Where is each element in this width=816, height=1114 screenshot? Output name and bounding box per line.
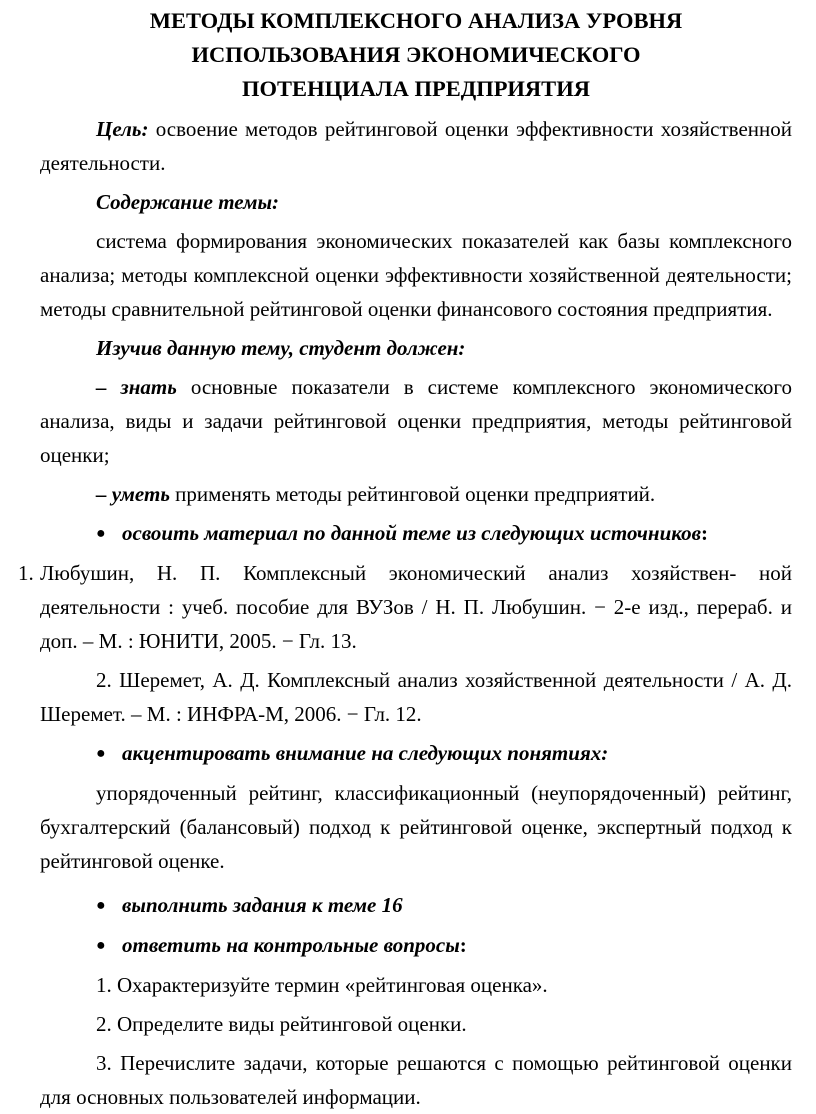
- can-dash: –: [96, 482, 112, 506]
- can-label: уметь: [111, 482, 170, 506]
- title-line-1: МЕТОДЫ КОМПЛЕКСНОГО АНАЛИЗА УРОВНЯ: [149, 8, 683, 33]
- question-1: 1. Охарактеризуйте термин «рейтинговая оценка».: [96, 973, 548, 997]
- bullet-icon: ●: [96, 525, 106, 542]
- study-label: Изучив данную тему, студент должен:: [96, 336, 466, 360]
- title-line-2: ИСПОЛЬЗОВАНИЯ ЭКОНОМИЧЕСКОГО: [191, 42, 641, 67]
- bullet-icon: ●: [96, 937, 106, 954]
- know-dash: –: [96, 375, 121, 399]
- page-title: [40, 4, 792, 106]
- goal-label: Цель:: [96, 117, 149, 141]
- goal-paragraph: [40, 112, 792, 180]
- bullet-questions: [40, 928, 792, 963]
- bullet-sources-label: освоить материал по данной теме из следующих источников: [122, 521, 701, 545]
- study-heading: [40, 331, 792, 365]
- content-heading: [40, 185, 792, 219]
- know-paragraph: [40, 370, 792, 472]
- question-3: 3. Перечислите задачи, которые решаются с помощью рейтинговой оценки для основных пользователей информации.: [40, 1051, 792, 1109]
- bullet-concepts-label: акцентировать внимание на следующих понятиях:: [122, 741, 609, 765]
- bullet-tasks: [40, 888, 792, 923]
- concepts-text: упорядоченный рейтинг, классификационный (неупорядоченный) рейтинг, бухгалтерский (балансовый) подход к рейтинговой оценке, экспертный подход к рейтинговой оценке.: [40, 781, 792, 873]
- source-num-2: 2.: [96, 668, 112, 692]
- bullet-icon: ●: [96, 897, 106, 914]
- can-paragraph: [40, 477, 792, 511]
- know-label: знать: [120, 375, 177, 399]
- bullet-questions-label: ответить на контрольные вопросы: [122, 933, 460, 957]
- content-text: система формирования экономических показателей как базы комплексного анализа; методы комплексной оценки эффективности хозяйственной деятельности; методы сравнительной рейтинговой оценки финансового состояния предприятия.: [40, 229, 792, 321]
- bullet-sources: [40, 516, 792, 551]
- bullet-icon: ●: [96, 745, 106, 762]
- question-2: 2. Определите виды рейтинговой оценки.: [96, 1012, 467, 1036]
- source-item-2: [40, 663, 792, 731]
- content-label: Содержание темы:: [96, 190, 280, 214]
- source-num-1: 1.: [18, 561, 34, 585]
- know-text: основные показатели в системе комплексного экономического анализа, виды и задачи рейтинговой оценки предприятия, методы рейтинговой оценки;: [40, 375, 793, 467]
- source-item-1: [18, 556, 792, 658]
- bullet-tasks-label: выполнить задания к теме 16: [122, 893, 403, 917]
- goal-text: освоение методов рейтинговой оценки эффективности хозяйственной деятельности.: [40, 117, 792, 175]
- source-text-1: Любушин, Н. П. Комплексный экономический анализ хозяйствен- ной деятельности : учеб. пособие для ВУЗов / Н. П. Любушин. − 2-е изд., перераб. и доп. – М. : ЮНИТИ, 2005. − Гл. 13.: [40, 561, 792, 653]
- bullet-sources-colon: :: [701, 521, 708, 545]
- bullet-concepts: [40, 736, 792, 771]
- can-text: применять методы рейтинговой оценки предприятий.: [169, 482, 656, 506]
- bullet-questions-colon: :: [459, 933, 467, 957]
- title-line-3: ПОТЕНЦИАЛА ПРЕДПРИЯТИЯ: [242, 76, 590, 101]
- source-text-2: Шеремет, А. Д. Комплексный анализ хозяйственной деятельности / А. Д. Шеремет. – М. : ИНФРА-М, 2006. − Гл. 12.: [40, 668, 792, 726]
